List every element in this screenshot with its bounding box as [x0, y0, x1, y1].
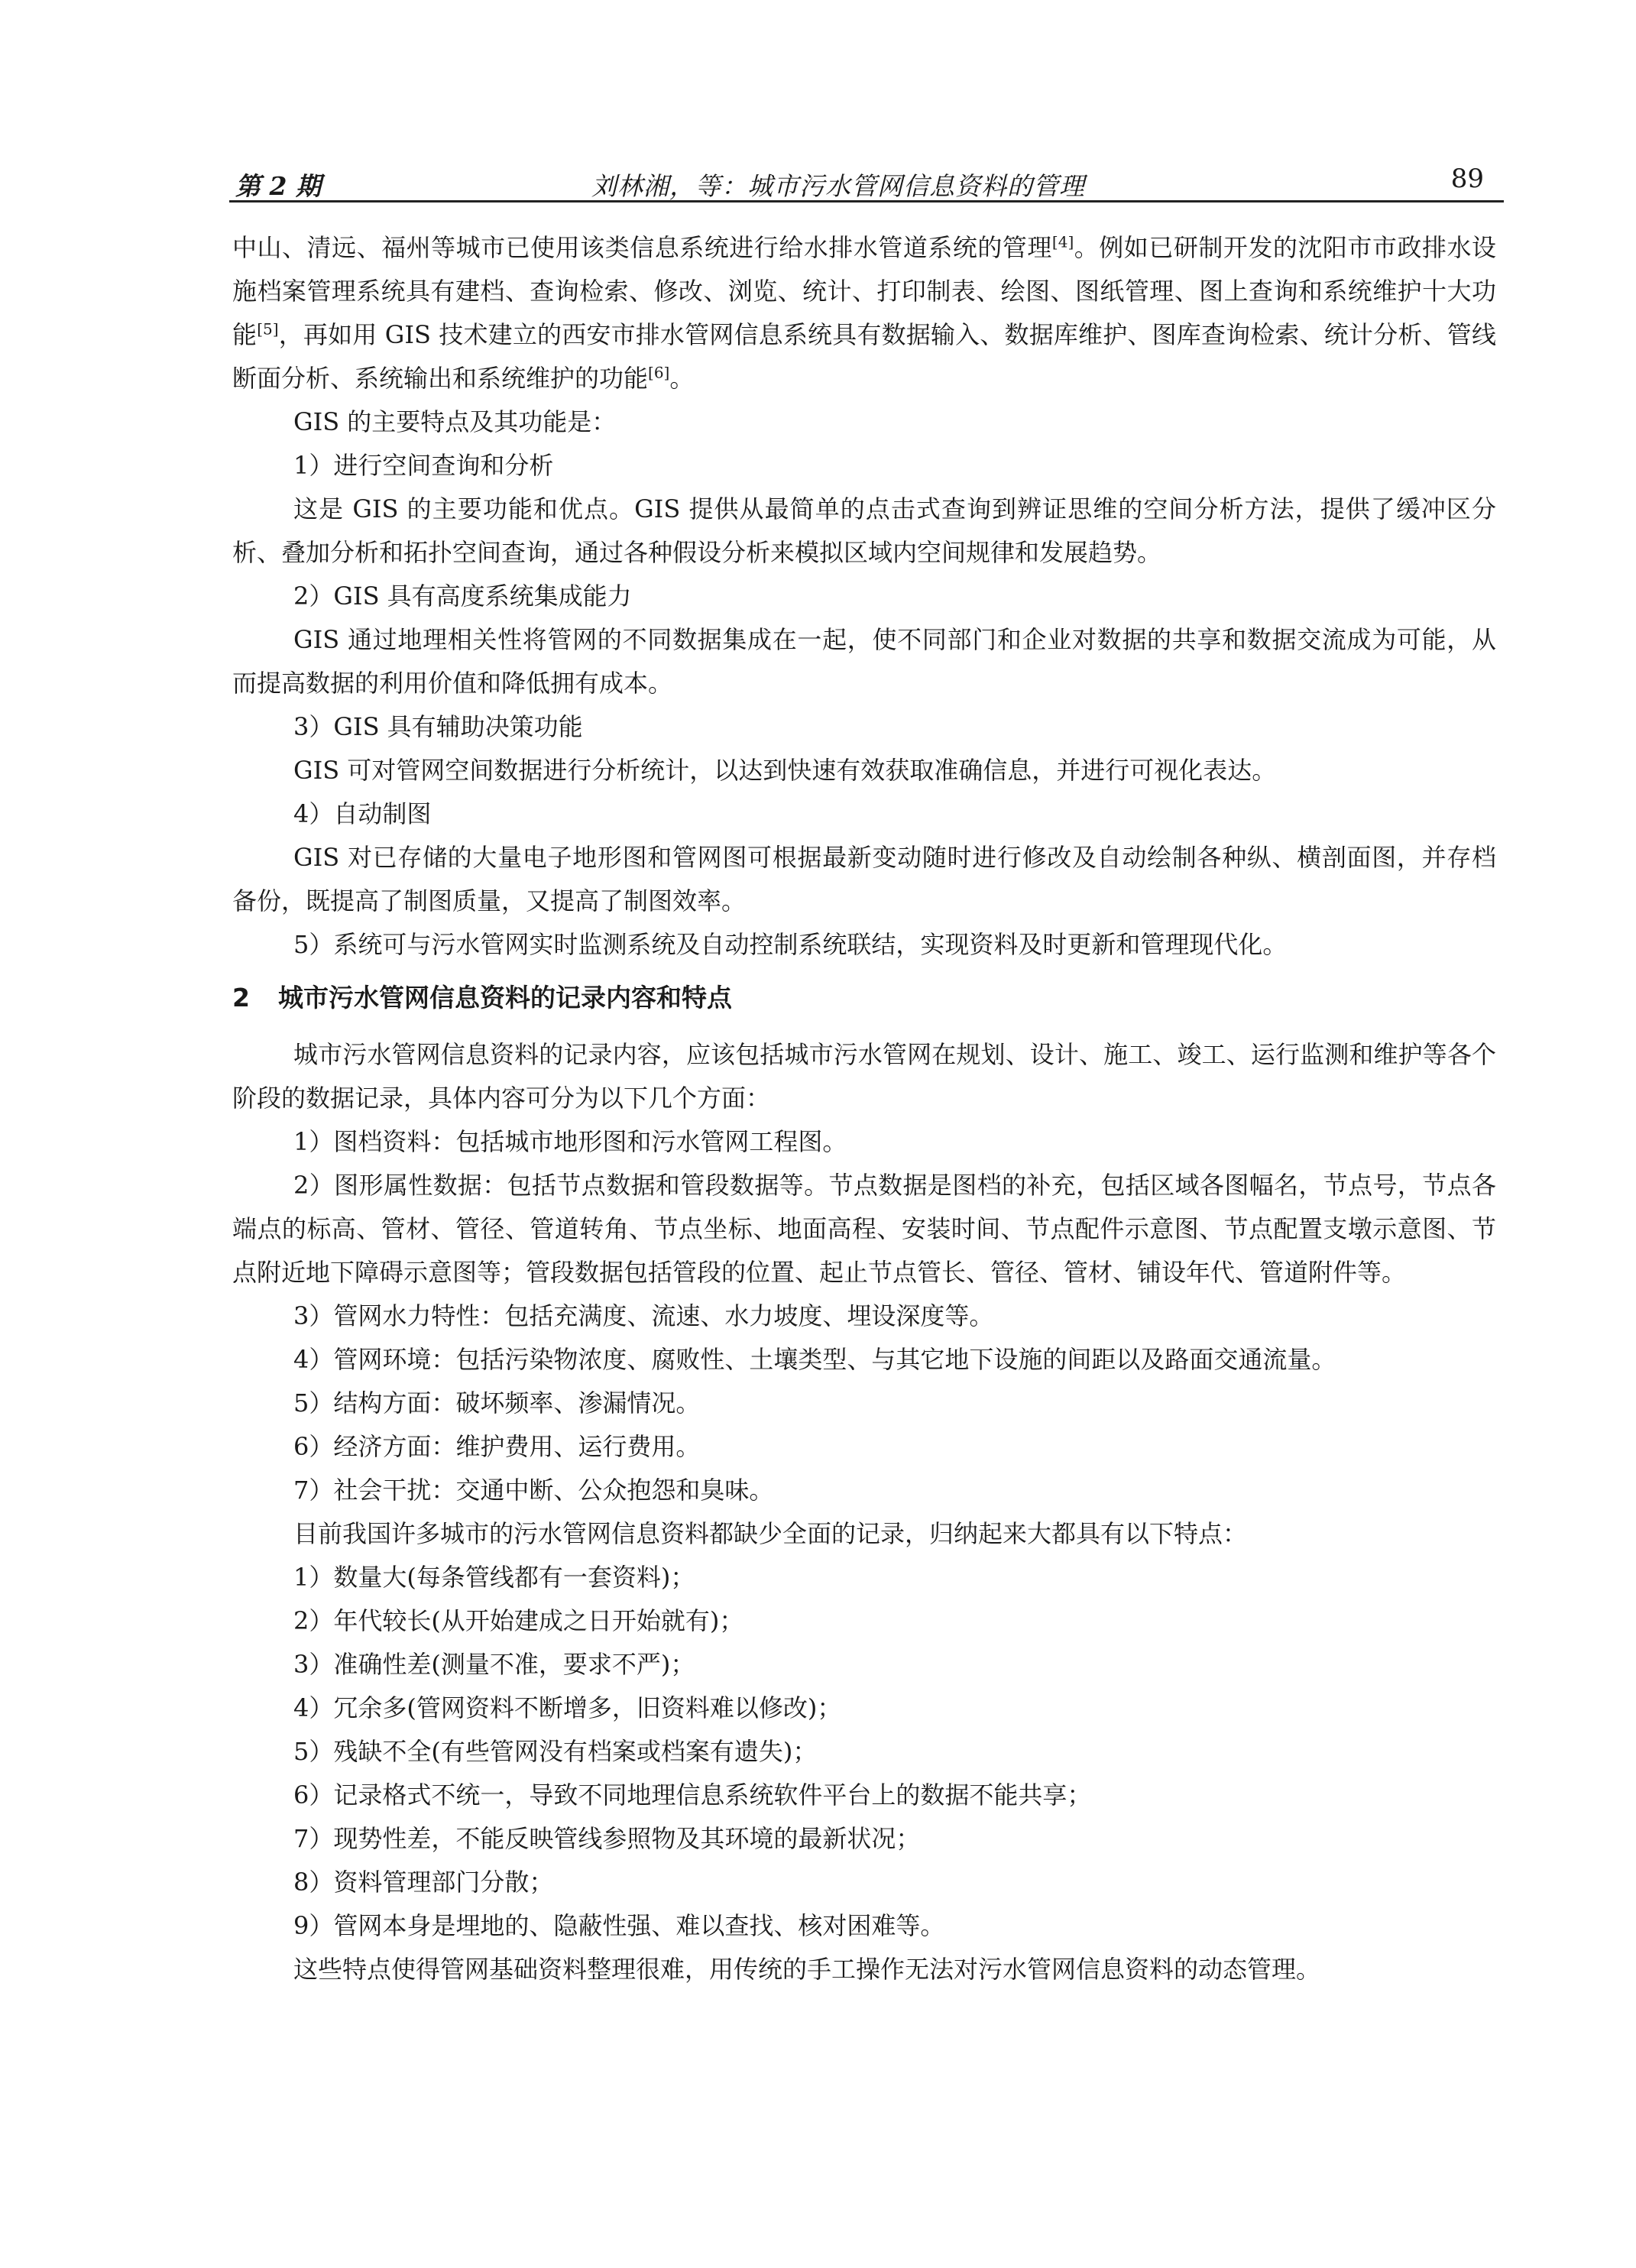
list-item: 6）记录格式不统一，导致不同地理信息系统软件平台上的数据不能共享； [293, 1780, 1092, 1810]
paragraph: 城市污水管网信息资料的记录内容，应该包括城市污水管网在规划、设计、施工、竣工、运行监测和维护等各个阶段的数据记录，具体内容可分为以下几个方面： [232, 1040, 1496, 1113]
paragraph [232, 226, 1496, 400]
paragraph: 这些特点使得管网基础资料整理很难，用传统的手工操作无法对污水管网信息资料的动态管理。 [293, 1955, 1321, 1984]
section-number: 2 [232, 983, 250, 1013]
header-rule [229, 200, 1504, 202]
list-item: 1）图档资料：包括城市地形图和污水管网工程图。 [293, 1127, 847, 1156]
list-item: 4）冗余多(管网资料不断增多，旧资料难以修改)； [293, 1693, 842, 1722]
paragraph-text: 。 [669, 364, 695, 393]
list-item: 3）准确性差(测量不准，要求不严)； [293, 1650, 695, 1679]
list-item: 6）经济方面：维护费用、运行费用。 [293, 1432, 701, 1461]
paragraph: GIS 的主要特点及其功能是： [293, 407, 617, 436]
list-item: 2）图形属性数据：包括节点数据和管段数据等。节点数据是图档的补充，包括区域各图幅名，节点号，节点各端点的标高、管材、管径、管道转角、节点坐标、地面高程、安装时间、节点配件示意图、节点配置支墩示意图、节点附近地下障碍示意图等；管段数据包括管段的位置、起止节点管长、管径、管材、铺设年代、管道附件等。 [232, 1171, 1496, 1287]
list-item: 7）现势性差，不能反映管线参照物及其环境的最新状况； [293, 1824, 921, 1853]
paragraph: GIS 可对管网空间数据进行分析统计，以达到快速有效获取准确信息，并进行可视化表达。 [293, 756, 1277, 785]
list-item: 4）管网环境：包括污染物浓度、腐败性、土壤类型、与其它地下设施的间距以及路面交通流量。 [293, 1345, 1336, 1374]
issue-label: 第 2 期 [235, 171, 321, 201]
list-item: 5）系统可与污水管网实时监测系统及自动控制系统联结，实现资料及时更新和管理现代化。 [293, 930, 1288, 959]
list-item: 3）管网水力特性：包括充满度、流速、水力坡度、埋设深度等。 [293, 1301, 994, 1330]
paragraph-text: ，再如用 GIS 技术建立的西安市排水管网信息系统具有数据输入、数据库维护、图库查询检索、统计分析、管线断面分析、系统输出和系统维护的功能 [232, 320, 1496, 393]
paragraph: 目前我国许多城市的污水管网信息资料都缺少全面的记录，归纳起来大都具有以下特点： [293, 1519, 1248, 1548]
paragraph: GIS 对已存储的大量电子地形图和管网图可根据最新变动随时进行修改及自动绘制各种纵、横剖面图，并存档备份，既提高了制图质量，又提高了制图效率。 [232, 843, 1496, 915]
article-body [232, 226, 1496, 1991]
paragraph: GIS 通过地理相关性将管网的不同数据集成在一起，使不同部门和企业对数据的共享和数据交流成为可能，从而提高数据的利用价值和降低拥有成本。 [232, 625, 1496, 698]
list-item: 2）GIS 具有高度系统集成能力 [293, 582, 632, 611]
running-header [232, 164, 1493, 202]
list-item: 3）GIS 具有辅助决策功能 [293, 712, 583, 741]
paragraph: 这是 GIS 的主要功能和优点。GIS 提供从最简单的点击式查询到辨证思维的空间分析方法，提供了缓冲区分析、叠加分析和拓扑空间查询，通过各种假设分析来模拟区域内空间规律和发展趋势。 [232, 494, 1496, 567]
list-item: 1）数量大(每条管线都有一套资料)； [293, 1563, 695, 1592]
list-item: 8）资料管理部门分散； [293, 1868, 554, 1897]
list-item: 5）结构方面：破坏频率、渗漏情况。 [293, 1388, 701, 1418]
list-item: 4）自动制图 [293, 799, 432, 828]
section-title: 城市污水管网信息资料的记录内容和特点 [278, 983, 732, 1013]
paragraph-text: 中山、清远、福州等城市已使用该类信息系统进行给水排水管道系统的管理 [232, 233, 1052, 262]
list-item: 5）残缺不全(有些管网没有档案或档案有遗失)； [293, 1737, 818, 1766]
list-item: 7）社会干扰：交通中断、公众抱怨和臭味。 [293, 1476, 774, 1505]
running-title: 刘林湘，等：城市污水管网信息资料的管理 [591, 171, 1085, 201]
citation: [5] [257, 319, 279, 339]
section-heading [232, 976, 1496, 1019]
list-item: 1）进行空间查询和分析 [293, 451, 554, 480]
page-number: 89 [1450, 164, 1484, 194]
citation: [4] [1051, 232, 1074, 251]
paragraph-text: 。例如已研制开发的沈阳市市政排水设施档案管理系统具有建档、查询检索、修改、浏览、统计、打印制表、绘图、图纸管理、图上查询和系统维护十大功能 [232, 233, 1496, 349]
list-item: 9）管网本身是埋地的、隐蔽性强、难以查找、核对困难等。 [293, 1911, 945, 1940]
list-item: 2）年代较长(从开始建成之日开始就有)； [293, 1606, 744, 1635]
citation: [6] [648, 363, 670, 382]
